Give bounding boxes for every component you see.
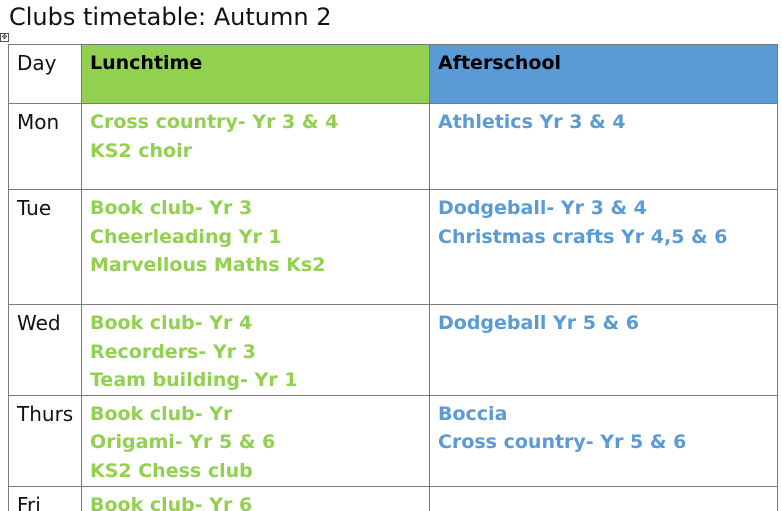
table-row-mon	[9, 104, 778, 190]
day-label: Mon	[17, 110, 60, 134]
afterschool-club: Athletics Yr 3 & 4	[438, 111, 626, 133]
table-move-handle-icon[interactable]: ✥	[1, 33, 8, 41]
afterschool-club: Dodgeball Yr 5 & 6	[438, 312, 639, 334]
afterschool-club: Boccia	[438, 402, 508, 425]
lunchtime-club: Book club- Yr 4	[90, 312, 253, 334]
table-row-tue	[9, 190, 778, 305]
lunchtime-club: Book club- Yr 6	[90, 493, 253, 511]
lunchtime-cell	[82, 190, 430, 305]
lunchtime-club: Cheerleading Yr 1	[90, 225, 282, 248]
header-cell-afterschool	[430, 45, 778, 104]
afterschool-club: Dodgeball- Yr 3 & 4	[438, 197, 647, 219]
page-title: Clubs timetable: Autumn 2	[9, 3, 332, 31]
lunchtime-club: Team building- Yr 1	[90, 369, 298, 392]
lunchtime-club: Book club- Yr 3	[90, 197, 253, 219]
afterschool-club: Christmas crafts Yr 4,5 & 6	[438, 225, 728, 248]
lunchtime-club: Book club- Yr	[90, 402, 233, 425]
lunchtime-cell	[82, 305, 430, 396]
day-label: Tue	[17, 196, 52, 220]
day-cell	[9, 395, 82, 486]
afterschool-club: Cross country- Yr 5 & 6	[438, 431, 687, 454]
afterschool-cell	[430, 305, 778, 396]
day-label: Fri	[17, 492, 41, 511]
clubs-timetable-table	[8, 44, 778, 511]
lunchtime-cell	[82, 104, 430, 190]
table-row-wed	[9, 305, 778, 396]
day-cell	[9, 190, 82, 305]
header-row	[9, 45, 778, 104]
lunchtime-club: KS2 Chess club	[90, 459, 253, 482]
day-cell	[9, 104, 82, 190]
header-afterschool-label: Afterschool	[438, 52, 562, 74]
day-label: Wed	[17, 311, 61, 335]
header-cell-lunchtime	[82, 45, 430, 104]
lunchtime-cell	[82, 395, 430, 486]
day-label: Thurs	[17, 401, 74, 426]
lunchtime-club: KS2 choir	[90, 139, 192, 162]
table-row-fri	[9, 486, 778, 511]
header-lunchtime-label: Lunchtime	[90, 52, 203, 74]
header-day-label: Day	[17, 51, 57, 75]
lunchtime-club: Marvellous Maths Ks2	[90, 254, 326, 277]
header-cell-day	[9, 45, 82, 104]
day-cell	[9, 486, 82, 511]
lunchtime-club: Cross country- Yr 3 & 4	[90, 111, 339, 133]
lunchtime-club: Recorders- Yr 3	[90, 340, 256, 363]
lunchtime-club: Origami- Yr 5 & 6	[90, 431, 276, 454]
day-cell	[9, 305, 82, 396]
afterschool-cell	[430, 104, 778, 190]
afterschool-cell	[430, 395, 778, 486]
afterschool-cell	[430, 190, 778, 305]
afterschool-cell	[430, 486, 778, 511]
lunchtime-cell	[82, 486, 430, 511]
table-row-thurs	[9, 395, 778, 486]
